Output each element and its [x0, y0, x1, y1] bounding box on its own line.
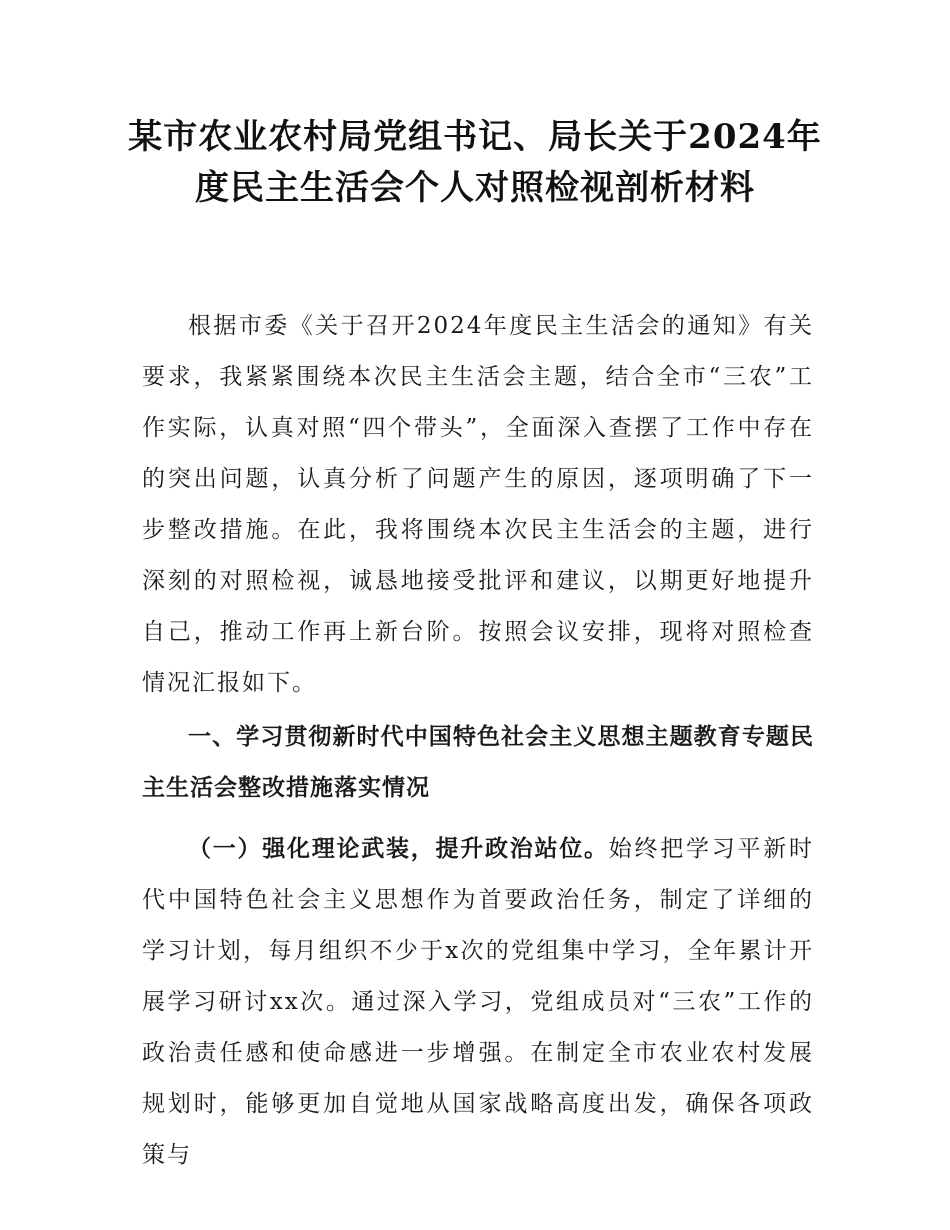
document-title: 某市农业农村局党组书记、局长关于2024年度民主生活会个人对照检视剖析材料 — [128, 117, 822, 208]
subsection-1-text: 始终把学习平新时代中国特色社会主义思想作为首要政治任务，制定了详细的学习计划，每月组织不少于x次的党组集中学习，全年累计开展学习研讨xx次。通过深入学习，党组成员对“三农”工作的政治责任感和使命感进一步增强。在制定全市农业农村发展规划时，能够更加自觉地从国家战略高度出发，确保各项政策与 — [142, 836, 814, 1168]
subsection-1-lead: （一）强化理论武装，提升政治站位。 — [188, 836, 609, 862]
intro-paragraph: 根据市委《关于召开2024年度民主生活会的通知》有关要求，我紧紧围绕本次民主生活会主题，结合全市“三农”工作实际，认真对照“四个带头”，全面深入查摆了工作中存在的突出问题，认真分析了问题产生的原因，逐项明确了下一步整改措施。在此，我将围绕本次民主生活会的主题，进行深刻的对照检视，诚恳地接受批评和建议，以期更好地提升自己，推动工作再上新台阶。按照会议安排，现将对照检查情况汇报如下。 — [142, 313, 814, 696]
section-1-paragraph — [142, 824, 814, 1181]
section-1-heading: 一、学习贯彻新时代中国特色社会主义思想主题教育专题民主生活会整改措施落实情况 — [142, 724, 814, 801]
